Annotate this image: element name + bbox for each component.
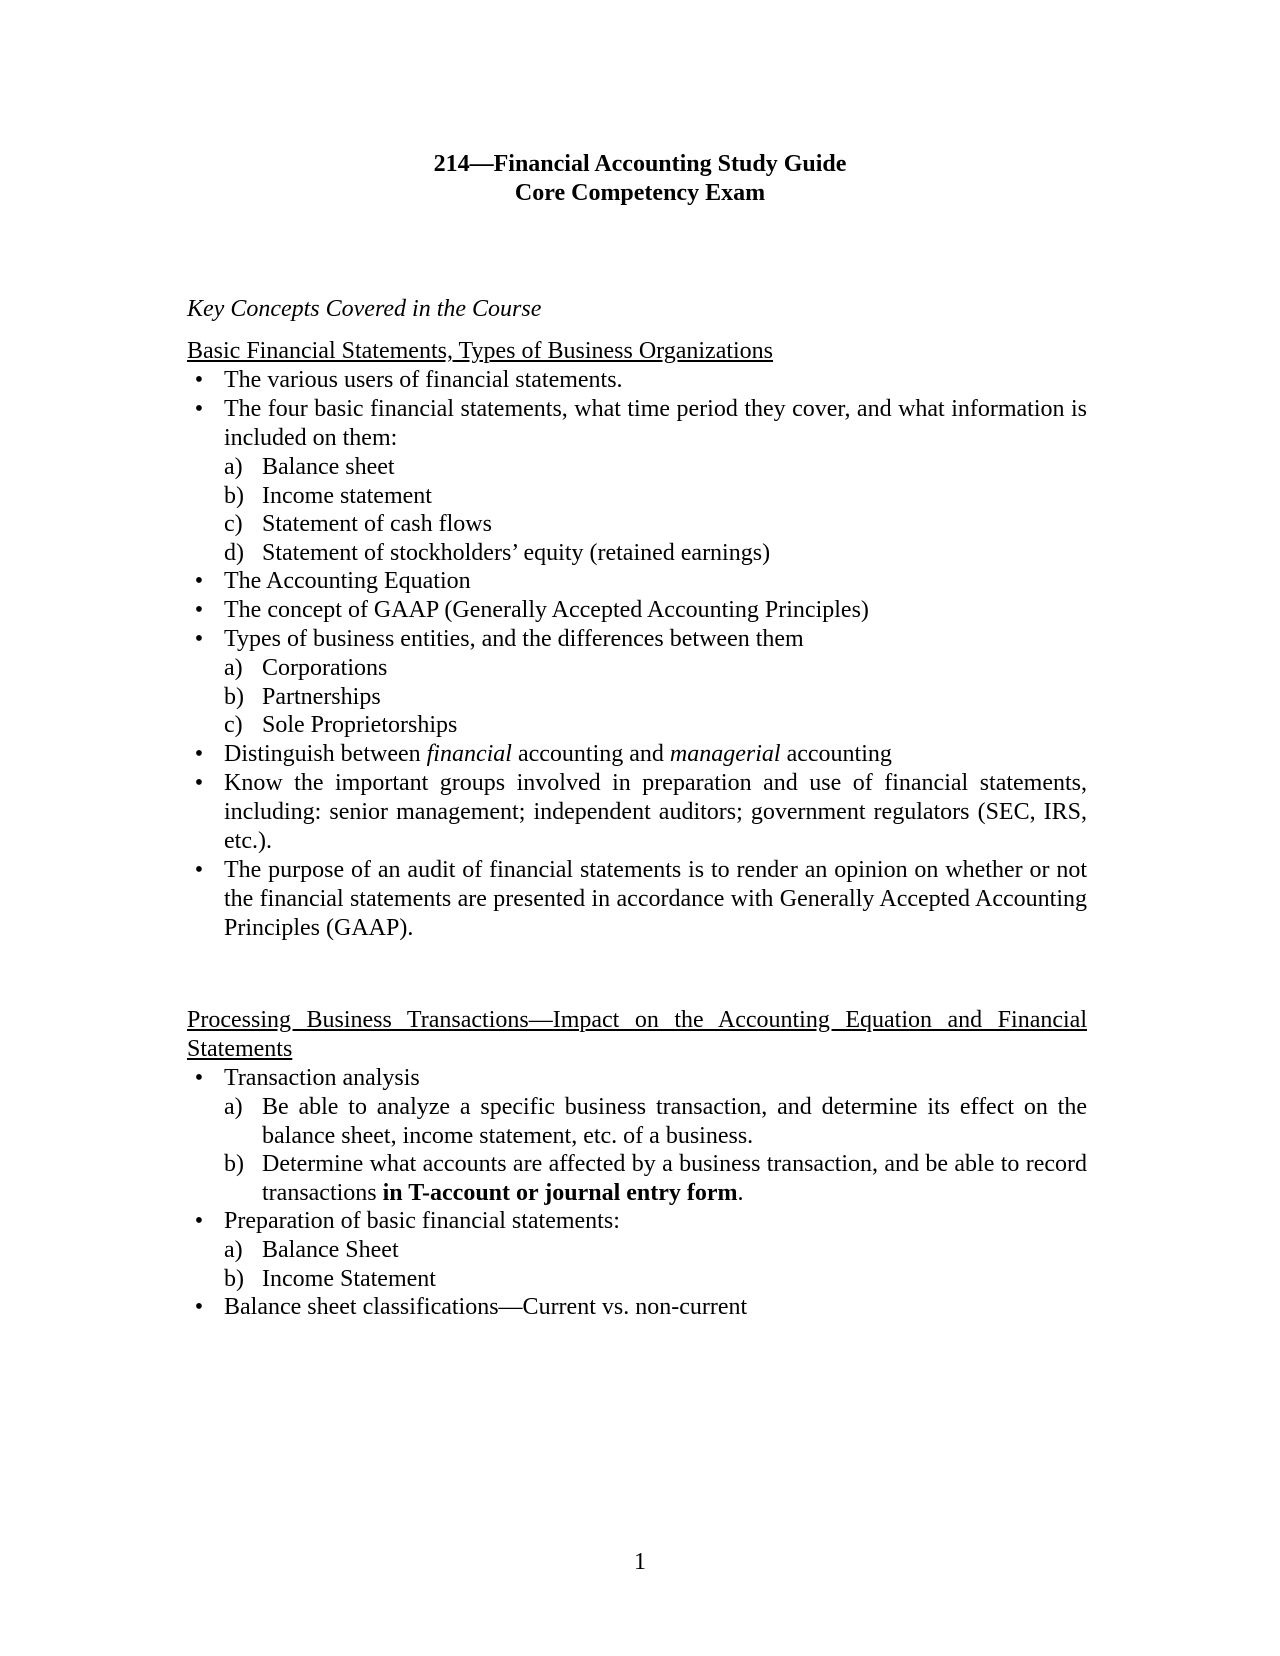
sub-list-marker: a): [224, 1094, 243, 1120]
list-item-text: Balance sheet classifications—Current vs. non-current: [224, 1294, 748, 1320]
sub-list-item: [224, 654, 1087, 683]
emphasis-managerial: managerial: [669, 740, 781, 767]
sub-list-marker: d): [224, 539, 244, 566]
list-item-text: The four basic financial statements, what time period they cover, and what information is included on them:: [224, 396, 1087, 451]
sub-list-item: [224, 453, 1087, 482]
list-item: [187, 567, 1087, 596]
sub-list-marker: c): [224, 511, 243, 537]
sub-list-marker: b): [224, 1151, 244, 1177]
list-item-text: Transaction analysis: [224, 1065, 420, 1091]
sub-list-text: Corporations: [262, 655, 388, 681]
list-item-text: [224, 741, 892, 767]
list-item: [187, 740, 1087, 769]
sub-list-text: Income statement: [262, 482, 432, 509]
sub-list-text: Balance Sheet: [262, 1237, 399, 1263]
list-item-text: Know the important groups involved in preparation and use of financial statements, including: senior management; independent auditors; government regulators (SEC, IRS, etc.).: [224, 769, 1087, 854]
sub-list-text: Statement of stockholders’ equity (retained earnings): [262, 539, 771, 566]
sub-list-text: Sole Proprietorships: [262, 712, 458, 738]
bullet-icon: •: [194, 740, 204, 767]
sub-list-text: Balance sheet: [262, 454, 395, 480]
bullet-icon: •: [194, 769, 204, 796]
bullet-list: [187, 1064, 1087, 1322]
sub-list-item: [224, 1265, 1087, 1294]
list-item: [187, 596, 1087, 625]
bullet-icon: •: [194, 568, 204, 594]
list-item: [187, 625, 1087, 740]
section-heading: Basic Financial Statements, Types of Business Organizations: [187, 338, 774, 364]
sub-list-text: Income Statement: [262, 1265, 436, 1292]
title-line-2: Core Competency Exam: [514, 180, 766, 206]
bullet-icon: •: [194, 856, 204, 883]
sub-list-marker: a): [224, 655, 243, 681]
list-item: [187, 366, 1087, 395]
list-item: [187, 856, 1087, 943]
text-run: accounting: [780, 740, 892, 767]
intro-heading: Key Concepts Covered in the Course: [187, 296, 542, 322]
sub-list-item: [224, 539, 1087, 568]
bullet-icon: •: [194, 1208, 204, 1234]
list-item-text: Preparation of basic financial statements:: [224, 1208, 620, 1234]
title-line-1: 214—Financial Accounting Study Guide: [433, 151, 847, 177]
sub-list-marker: c): [224, 712, 243, 738]
section-basic-financial-statements: [187, 337, 1087, 943]
bullet-icon: •: [194, 626, 204, 652]
list-item-text: The concept of GAAP (Generally Accepted Accounting Principles): [224, 597, 869, 623]
section-heading-line-1: Processing Business Transactions—Impact on the Accounting Equation and Financial: [187, 1007, 1087, 1033]
sub-list-marker: a): [224, 454, 243, 480]
bullet-list: [187, 366, 1087, 943]
bullet-icon: •: [194, 1065, 204, 1091]
text-run: Determine what accounts are affected by a business transaction, and be able to record transactions: [262, 1151, 1087, 1206]
sub-list-marker: a): [224, 1237, 243, 1263]
list-item: [187, 1064, 1087, 1207]
document-title: [0, 150, 1280, 208]
sub-list-item: [224, 711, 1087, 740]
sub-list: [224, 1093, 1087, 1207]
list-item-text: Types of business entities, and the differences between them: [224, 626, 804, 652]
list-item-text: The Accounting Equation: [224, 568, 471, 594]
list-item-text: The various users of financial statements.: [224, 367, 623, 393]
sub-list-marker: b): [224, 482, 244, 509]
sub-list-item: [224, 510, 1087, 539]
sub-list-marker: b): [224, 683, 244, 710]
bold-emphasis: in T-account or journal entry form: [382, 1179, 738, 1206]
list-item: [187, 395, 1087, 567]
section-heading-line-2: Statements: [187, 1036, 293, 1062]
sub-list-item: [224, 482, 1087, 511]
sub-list: [224, 654, 1087, 740]
emphasis-financial: financial: [426, 740, 512, 767]
sub-list-text: Be able to analyze a specific business transaction, and determine its effect on the balance sheet, income statement, etc. of a business.: [262, 1094, 1087, 1149]
sub-list: [224, 1236, 1087, 1293]
list-item-text: The purpose of an audit of financial statements is to render an opinion on whether or not the financial statements are presented in accordance with Generally Accepted Accounting Principles (GAAP).: [224, 856, 1087, 941]
list-item: [187, 1293, 1087, 1322]
sub-list-item: [224, 1093, 1087, 1150]
bullet-icon: •: [194, 597, 204, 623]
bullet-icon: •: [194, 367, 204, 393]
section-processing-transactions: [187, 1006, 1087, 1322]
sub-list-item: [224, 683, 1087, 712]
sub-list-text: Statement of cash flows: [262, 511, 492, 537]
sub-list-text: Partnerships: [262, 683, 381, 710]
text-run: Distinguish between: [224, 740, 427, 767]
list-item: [187, 769, 1087, 856]
sub-list: [224, 453, 1087, 567]
text-run: .: [737, 1179, 744, 1206]
text-run: accounting and: [511, 740, 670, 767]
bullet-icon: •: [194, 1294, 204, 1320]
page-number: 1: [634, 1549, 646, 1575]
list-item: [187, 1207, 1087, 1293]
sub-list-item: [224, 1236, 1087, 1265]
sub-list-marker: b): [224, 1265, 244, 1292]
sub-list-item: [224, 1150, 1087, 1207]
sub-list-text: [262, 1151, 1087, 1206]
bullet-icon: •: [194, 396, 204, 422]
